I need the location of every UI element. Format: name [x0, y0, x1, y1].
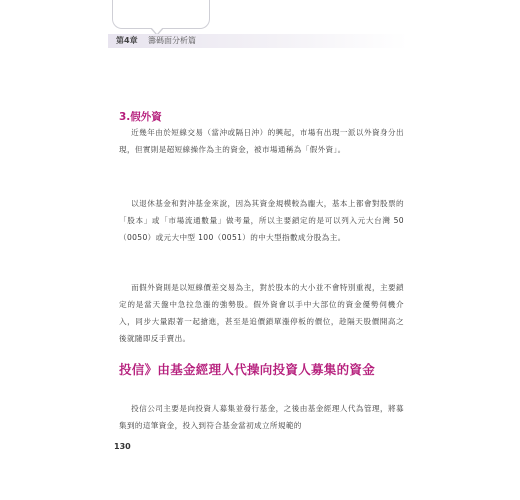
header-tab-bubble — [112, 0, 210, 29]
header-tab-tail-inner — [151, 27, 163, 34]
paragraph-text: 而假外資則是以短線價差交易為主，對於股本的大小並不會特別重視，主要鎖定的是當天盤中急拉急漲的強勢股。假外資會以手中大部位的資金優勢伺機介入，同步大量跟著一起搶進，甚至是追價鎖單漲停板的價位，趁隔天股價開高之後就隨即反手賣出。 — [119, 283, 404, 343]
paragraph-3 — [119, 279, 404, 347]
paragraph-text: 投信公司主要是向投資人募集並發行基金，之後由基金經理人代為管理，將募集到的這筆資金，投入到符合基金當初成立所規範的 — [119, 404, 404, 430]
page-number: 130 — [114, 442, 131, 451]
paragraph-4 — [119, 400, 404, 434]
subsection-heading: 投信》由基金經理人代操向投資人募集的資金 — [119, 362, 376, 377]
paragraph-2 — [119, 195, 404, 246]
chapter-title: 籌碼面分析篇 — [148, 36, 196, 45]
chapter-label: 第4章 — [116, 36, 138, 45]
section-heading: 3.假外資 — [119, 111, 162, 123]
paragraph-text: 以退休基金和對沖基金來說，因為其資金規模較為龐大，基本上都會對股票的「股本」或「市場流通數量」做考量，所以主要鎖定的是可以列入元大台灣 50（0050）或元大中型 100（0051）的中大型指數成分股為主。 — [119, 199, 404, 242]
paragraph-1 — [119, 124, 404, 158]
paragraph-text: 近幾年由於短線交易（當沖或隔日沖）的興起，市場有出現一派以外資身分出現，但實則是超短線操作為主的資金，被市場通稱為「假外資」。 — [119, 128, 404, 154]
